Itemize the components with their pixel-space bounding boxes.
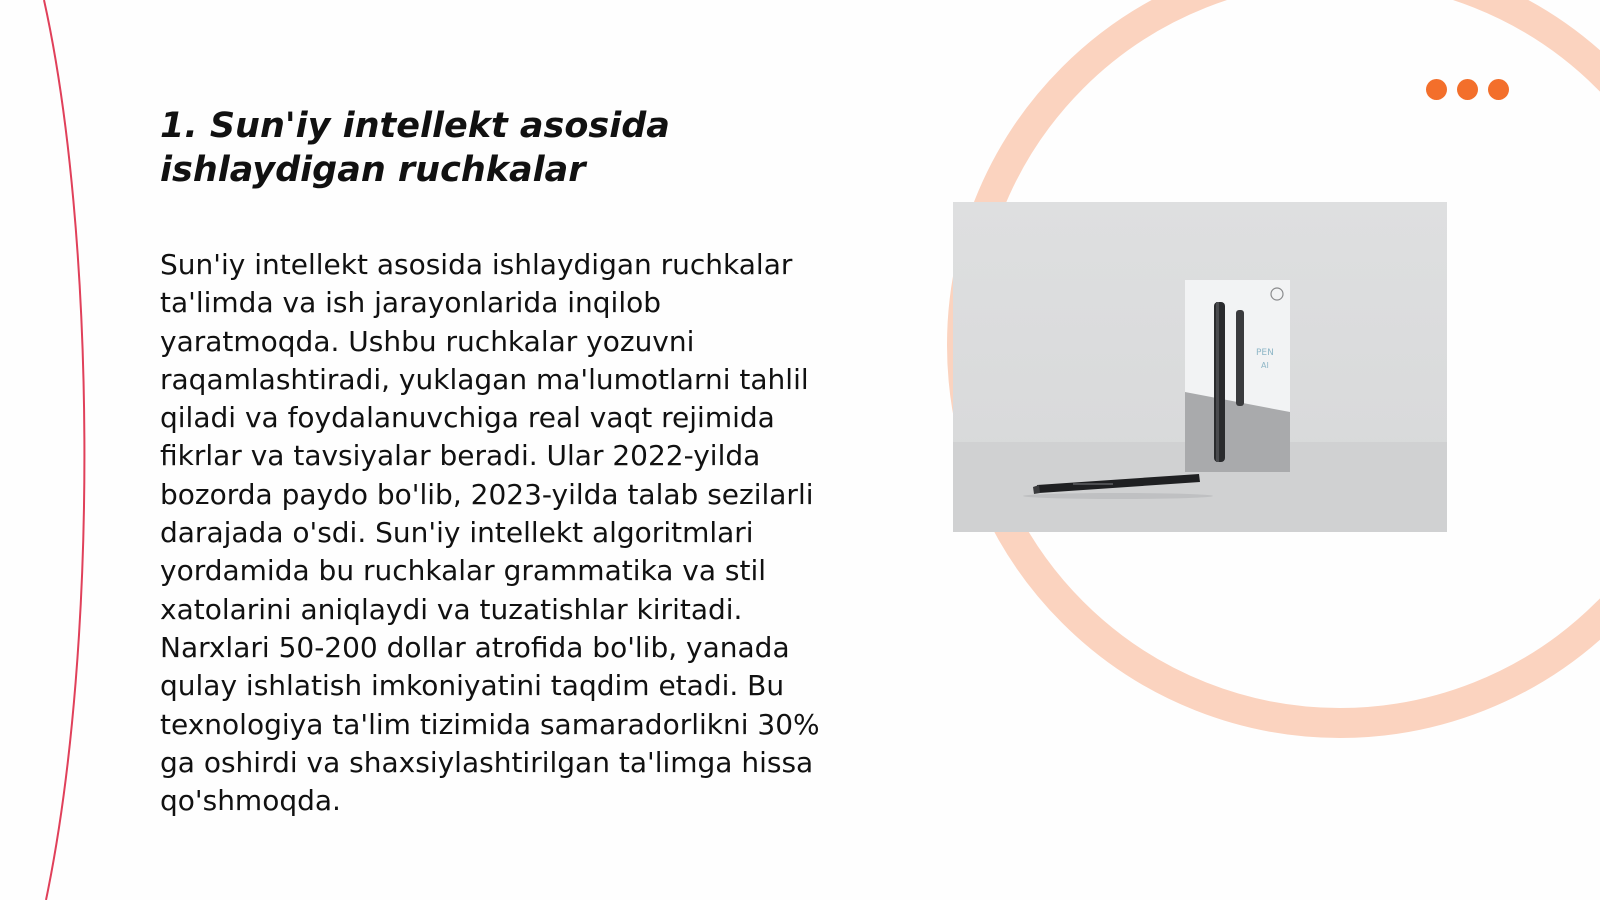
product-photo — [953, 202, 1447, 532]
decorative-dots — [1426, 79, 1509, 100]
packaging-box — [1185, 280, 1290, 472]
box-label-ai: AI — [1261, 361, 1269, 370]
dot-icon — [1488, 79, 1509, 100]
pen-product-illustration — [953, 202, 1447, 532]
lying-pen-clip — [1073, 483, 1113, 485]
slide-title: 1. Sun'iy intellekt asosida ishlaydigan ruchkalar — [160, 106, 670, 190]
dot-icon — [1457, 79, 1478, 100]
box-label-pen: PEN — [1256, 348, 1274, 358]
left-red-curve — [44, 0, 84, 900]
slide-body-text: Sun'iy intellekt asosida ishlaydigan ruchkalar ta'limda va ish jarayonlarida inqilob yaratmoqda. Ushbu ruchkalar yozuvni raqamlashtiradi, yuklagan ma'lumotlarni tahlil qiladi va foydalanuvchiga real vaqt rejimida fikrlar va tavsiyalar beradi. Ular 2022-yilda bozorda paydo bo'lib, 2023-yilda talab sezilarli darajada o'sdi. Sun'iy intellekt algoritmlari yordamida bu ruchkalar grammatika va stil xatolarini aniqlaydi va tuzatishlar kiritadi. Narxlari 50-200 dollar atrofida bo'lib, yanada qulay ishlatish imkoniyatini taqdim etadi. Bu texnologiya ta'lim tizimida samaradorlikni 30% ga oshirdi va shaxsiylashtirilgan ta'limga hissa qo'shmoqda. — [160, 248, 820, 818]
pen-highlight — [1216, 302, 1219, 462]
dot-icon — [1426, 79, 1447, 100]
pen-in-box — [1214, 302, 1225, 462]
pen-cap-in-box — [1236, 310, 1244, 406]
lying-pen-shadow — [1023, 493, 1213, 499]
